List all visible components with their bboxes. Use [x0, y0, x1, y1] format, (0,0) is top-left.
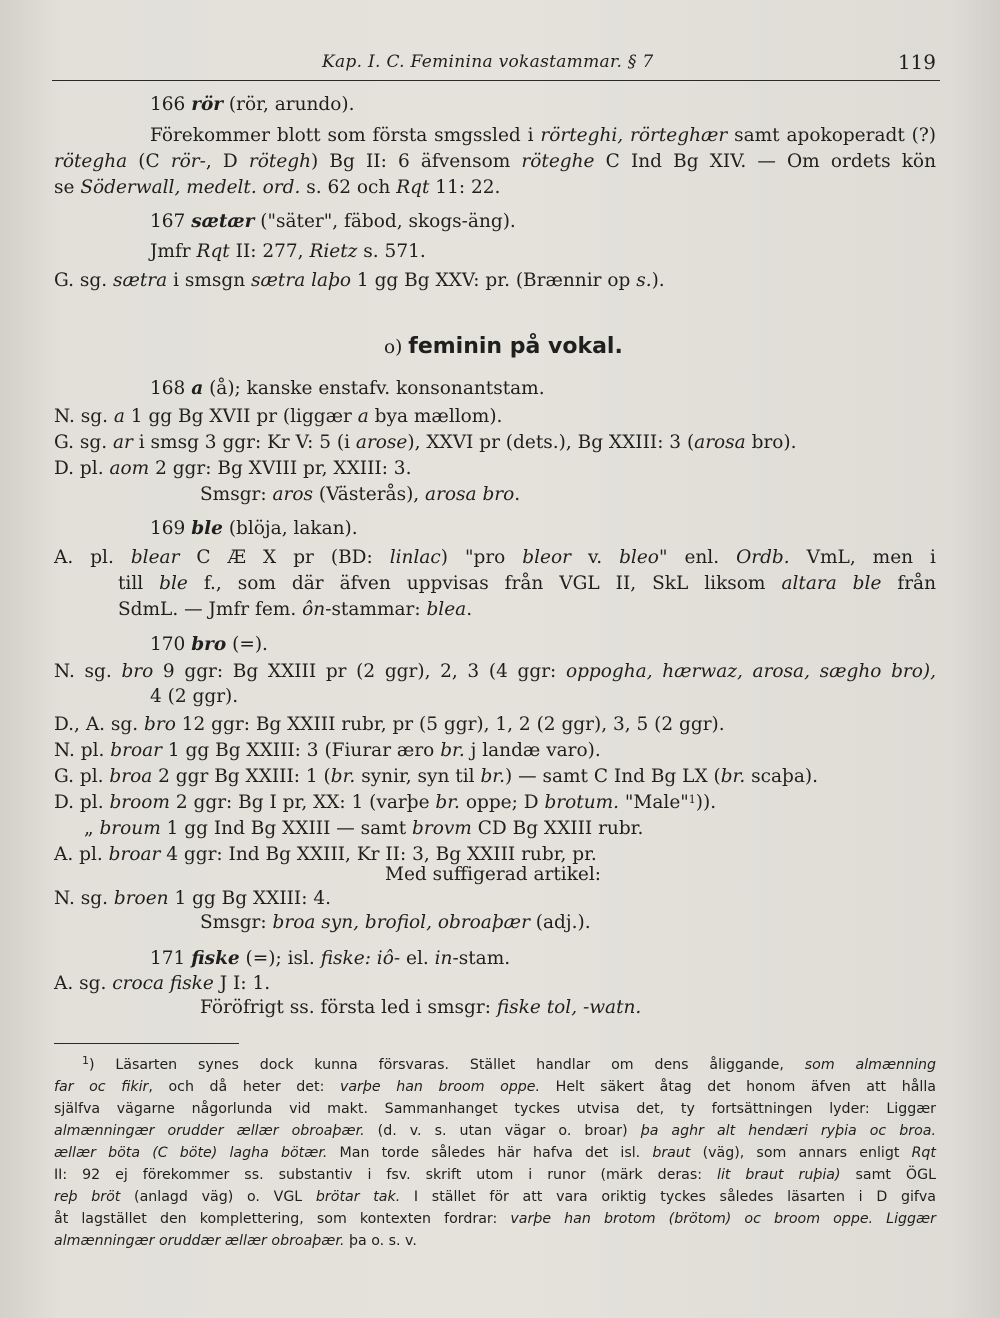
entry-170-subheading: Med suffigerad artikel: — [385, 864, 602, 885]
footnote-line: själfva vägarne någorlunda vid makt. Sammanhanget tyckes utvisa det, ty fortsättningen lyder: Liggær — [54, 1101, 936, 1117]
entry-168-form: G. sg. ar i smsg 3 ggr: Kr V: 5 (i arose), XXVI pr (dets.), Bg XXIII: 3 (arosa bro). — [54, 432, 797, 453]
entry-170-form: N. sg. broen 1 gg Bg XXIII: 4. — [54, 888, 332, 909]
entry-168-heading: 168 a (å); kanske enstafv. konsonantstam. — [150, 378, 545, 399]
entry-168-form: N. sg. a 1 gg Bg XVII pr (liggær a bya mællom). — [54, 406, 503, 427]
entry-169-line: till ble f., som där äfven uppvisas från VGL II, SkL liksom altara ble från — [118, 573, 937, 594]
entry-170-form: „ broum 1 gg Ind Bg XXIII — samt brovm CD Bg XXIII rubr. — [84, 818, 644, 839]
entry-166-line: se Söderwall, medelt. ord. s. 62 och Rqt 11: 22. — [54, 177, 501, 198]
entry-171-form: A. sg. croca fiske J I: 1. — [54, 973, 271, 994]
entry-169-form: A. pl. blear C Æ X pr (BD: linlac) "pro bleor v. bleo" enl. Ordb. VmL, men i — [54, 547, 936, 568]
entry-170-form: D., A. sg. bro 12 ggr: Bg XXIII rubr, pr (5 ggr), 1, 2 (2 ggr), 3, 5 (2 ggr). — [54, 714, 725, 735]
entry-166-line: rötegha (C rör-, D rötegh) Bg II: 6 äfvensom röteghe C Ind Bg XIV. — Om ordets kön — [54, 151, 936, 172]
entry-170-compounds: Smsgr: broa syn, brofiol, obroaþær (adj.). — [200, 912, 591, 933]
entry-166-line: Förekommer blott som första smgssled i rörteghi, rörteghær samt apokoperadt (?) — [150, 125, 936, 146]
entry-169-line: SdmL. — Jmfr fem. ôn-stammar: blea. — [118, 599, 473, 620]
entry-166-heading: 166 rör (rör, arundo). — [150, 94, 355, 115]
entry-169-heading: 169 ble (blöja, lakan). — [150, 518, 358, 539]
entry-167-line: Jmfr Rqt II: 277, Rietz s. 571. — [150, 241, 426, 262]
footnote-line: almænningær oruddær ællær obroaþær. þa o. s. v. — [54, 1233, 417, 1249]
entry-170-form: G. pl. broa 2 ggr Bg XXIII: 1 (br. synir, syn til br.) — samt C Ind Bg LX (br. scaþa). — [54, 766, 819, 787]
footnote-line: almænningær orudder ællær obroaþær. (d. v. s. utan vägar o. broar) þa aghr alt hendæri ryþia oc broa. — [54, 1123, 936, 1139]
entry-170-line: 4 (2 ggr). — [150, 686, 239, 707]
entry-170-form: N. sg. bro 9 ggr: Bg XXIII pr (2 ggr), 2, 3 (4 ggr: oppogha, hærwaz, arosa, sægho bro), — [54, 661, 936, 682]
entry-170-heading: 170 bro (=). — [150, 634, 268, 655]
footnote-ref: 1 — [688, 793, 696, 806]
entry-171-heading: 171 fiske (=); isl. fiske: iô- el. in-stam. — [150, 948, 511, 969]
section-heading: o) feminin på vokal. — [384, 334, 623, 359]
entry-167-form: G. sg. sætra i smsgn sætra laþo 1 gg Bg XXV: pr. (Brænnir op s.). — [54, 270, 665, 291]
footnote-line: åt lagstället den komplettering, som kontexten fordrar: varþe han brotom (brötom) oc broom oppe. Liggær — [54, 1211, 936, 1227]
entry-168-form: D. pl. aom 2 ggr: Bg XVIII pr, XXIII: 3. — [54, 458, 412, 479]
footnote-line: II: 92 ej förekommer ss. substantiv i fsv. skrift utom i runor (märk deras: lit braut ruþia) samt ÖGL — [54, 1167, 936, 1183]
footnote-line: ællær böta (C böte) lagha bötær. Man torde således här hafva det isl. braut (väg), som annars enligt Rqt — [54, 1145, 936, 1161]
page-number: 119 — [897, 50, 936, 74]
entry-170-form: D. pl. broom 2 ggr: Bg I pr, XX: 1 (varþe br. oppe; D brotum. "Male"$^1$)). — [54, 792, 717, 813]
running-title: Kap. I. C. Feminina vokastammar. § 7 — [322, 52, 654, 72]
entry-168-compounds: Smsgr: aros (Västerås), arosa bro. — [200, 484, 521, 505]
footnote-line: reþ bröt (anlagd väg) o. VGL brötar tak. I stället för att vara oriktig tyckes således läsarten i D gifva — [54, 1189, 936, 1205]
entry-170-form: N. pl. broar 1 gg Bg XXIII: 3 (Fiurar æro br. j landæ varo). — [54, 740, 601, 761]
footnote-line: far oc fikir, och då heter det: varþe han broom oppe. Helt säkert åtag det honom äfven att hålla — [54, 1079, 936, 1095]
footnote-rule — [54, 1043, 239, 1044]
entry-170-form: A. pl. broar 4 ggr: Ind Bg XXIII, Kr II: 3, Bg XXIII rubr, pr. — [54, 844, 597, 865]
footnote-line: $^1$) Läsarten synes dock kunna försvaras. Stället handlar om dens åliggande, som almænning — [82, 1054, 936, 1073]
entry-167-heading: 167 sætær ("säter", fäbod, skogs-äng). — [150, 211, 516, 232]
footnote-marker: 1 — [82, 1054, 89, 1067]
entry-171-compounds: Föröfrigt ss. första led i smsgr: fiske tol, -watn. — [200, 997, 642, 1018]
running-header — [52, 48, 940, 81]
